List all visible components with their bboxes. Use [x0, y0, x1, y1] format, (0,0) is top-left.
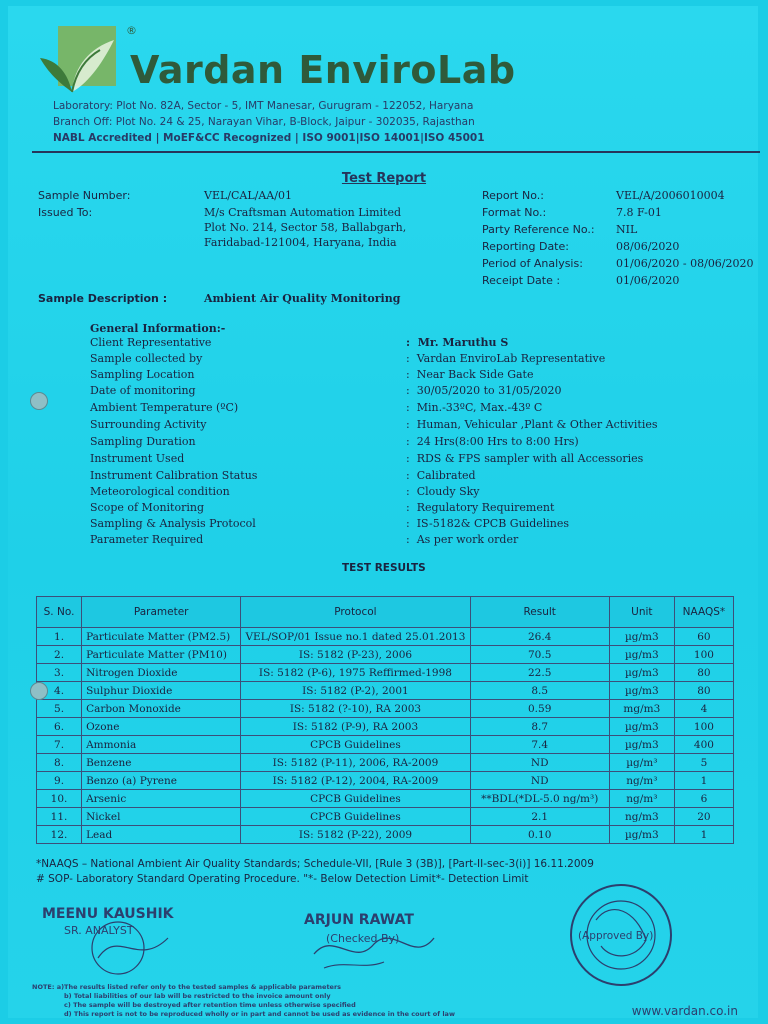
- cell-parameter: Sulphur Dioxide: [82, 682, 241, 700]
- cell-protocol: IS: 5182 (P-6), 1975 Reffirmed-1998: [241, 664, 470, 682]
- brand-name: Vardan EnviroLab: [130, 48, 516, 92]
- cell-result: 0.10: [470, 826, 609, 844]
- checker-signature-icon: [304, 924, 444, 974]
- sop-note: # SOP- Laboratory Standard Operating Procedure. "*- Below Detection Limit*- Detection Limit: [36, 873, 529, 885]
- gi-value: : As per work order: [406, 533, 519, 546]
- cell-parameter: Nitrogen Dioxide: [82, 664, 241, 682]
- table-header-row: [37, 597, 734, 628]
- table-row: [37, 628, 734, 646]
- vardan-logo-icon: [38, 26, 123, 98]
- cell-unit: mg/m3: [609, 700, 674, 718]
- cell-unit: µg/m3: [609, 682, 674, 700]
- cell-naaqs: 100: [674, 646, 733, 664]
- table-row: [37, 808, 734, 826]
- accreditation-line: NABL Accredited | MoEF&CC Recognized | ISO 9001|ISO 14001|ISO 45001: [53, 132, 485, 144]
- gi-value: : 24 Hrs(8:00 Hrs to 8:00 Hrs): [406, 435, 579, 448]
- col-protocol: Protocol: [241, 597, 470, 628]
- cell-naaqs: 4: [674, 700, 733, 718]
- cell-result: 8.5: [470, 682, 609, 700]
- table-row: [37, 664, 734, 682]
- issued-to-line-1: M/s Craftsman Automation Limited: [204, 206, 401, 219]
- cell-result: ND: [470, 754, 609, 772]
- cell-protocol: IS: 5182 (P-9), RA 2003: [241, 718, 470, 736]
- gi-value: : Human, Vehicular ,Plant & Other Activities: [406, 418, 658, 431]
- footer-note: b) Total liabilities of our lab will be restricted to the invoice amount only: [64, 992, 331, 1000]
- col-parameter: Parameter: [82, 597, 241, 628]
- gi-label: Client Representative: [90, 336, 212, 349]
- reporting-date-value: 08/06/2020: [616, 240, 680, 253]
- cell-sno: 8.: [37, 754, 82, 772]
- cell-naaqs: 1: [674, 772, 733, 790]
- cell-parameter: Ozone: [82, 718, 241, 736]
- gi-label: Instrument Calibration Status: [90, 469, 258, 482]
- cell-protocol: CPCB Guidelines: [241, 736, 470, 754]
- punch-hole-icon: [30, 392, 48, 410]
- footer-note: d) This report is not to be reproduced wholly or in part and cannot be used as evidence in the court of law: [64, 1010, 455, 1018]
- header-divider: [32, 151, 760, 153]
- cell-unit: ng/m³: [609, 790, 674, 808]
- issued-to-label: Issued To:: [38, 206, 93, 219]
- cell-parameter: Nickel: [82, 808, 241, 826]
- checker-name: ARJUN RAWAT: [304, 912, 414, 928]
- table-row: [37, 772, 734, 790]
- gi-label: Instrument Used: [90, 452, 185, 465]
- cell-protocol: IS: 5182 (P-22), 2009: [241, 826, 470, 844]
- cell-sno: 4.: [37, 682, 82, 700]
- cell-result: 22.5: [470, 664, 609, 682]
- naaqs-note: *NAAQS – National Ambient Air Quality Standards; Schedule-VII, [Rule 3 (3B)], [Part-II-sec-3(i)] 16.11.2009: [36, 858, 594, 870]
- col-unit: Unit: [609, 597, 674, 628]
- reporting-date-label: Reporting Date:: [482, 240, 569, 253]
- checker-role: (Checked By): [326, 932, 400, 945]
- table-row: [37, 754, 734, 772]
- gi-label: Ambient Temperature (ºC): [90, 401, 239, 414]
- test-results-table: [36, 596, 734, 844]
- cell-result: 26.4: [470, 628, 609, 646]
- website-url: www.vardan.co.in: [631, 1004, 738, 1018]
- cell-unit: µg/m3: [609, 736, 674, 754]
- cell-unit: ng/m³: [609, 772, 674, 790]
- gi-label: Date of monitoring: [90, 384, 196, 397]
- format-no-label: Format No.:: [482, 206, 547, 219]
- col-result: Result: [470, 597, 609, 628]
- gi-label: Sampling Location: [90, 368, 195, 381]
- report-no-label: Report No.:: [482, 189, 544, 202]
- analyst-name: MEENU KAUSHIK: [42, 906, 174, 922]
- gi-value: : Mr. Maruthu S: [406, 336, 509, 349]
- cell-protocol: IS: 5182 (P-12), 2004, RA-2009: [241, 772, 470, 790]
- analyst-signature-icon: [78, 918, 188, 978]
- table-row: [37, 700, 734, 718]
- col-sno: S. No.: [37, 597, 82, 628]
- table-row: [37, 718, 734, 736]
- registered-mark: ®: [126, 24, 137, 37]
- table-row: [37, 790, 734, 808]
- gi-label: Sample collected by: [90, 352, 203, 365]
- cell-unit: µg/m3: [609, 628, 674, 646]
- table-row: [37, 736, 734, 754]
- gi-label: Parameter Required: [90, 533, 204, 546]
- gi-value: : Min.-33ºC, Max.-43º C: [406, 401, 543, 414]
- cell-parameter: Particulate Matter (PM2.5): [82, 628, 241, 646]
- branch-address: Branch Off: Plot No. 24 & 25, Narayan Vihar, B-Block, Jaipur - 302035, Rajasthan: [53, 116, 475, 128]
- cell-unit: µg/m3: [609, 646, 674, 664]
- cell-naaqs: 6: [674, 790, 733, 808]
- cell-result: **BDL(*DL-5.0 ng/m³): [470, 790, 609, 808]
- footer-note: c) The sample will be destroyed after retention time unless otherwise specified: [64, 1001, 356, 1009]
- gi-value: : Calibrated: [406, 469, 476, 482]
- sample-description-value: Ambient Air Quality Monitoring: [204, 292, 401, 305]
- cell-unit: µg/m3: [609, 718, 674, 736]
- test-results-heading: TEST RESULTS: [342, 562, 426, 574]
- party-ref-value: NIL: [616, 223, 638, 236]
- cell-sno: 9.: [37, 772, 82, 790]
- cell-protocol: CPCB Guidelines: [241, 790, 470, 808]
- gi-label: Scope of Monitoring: [90, 501, 204, 514]
- cell-protocol: IS: 5182 (P-23), 2006: [241, 646, 470, 664]
- cell-protocol: CPCB Guidelines: [241, 808, 470, 826]
- cell-protocol: IS: 5182 (?-10), RA 2003: [241, 700, 470, 718]
- col-naaqs: NAAQS*: [674, 597, 733, 628]
- cell-result: ND: [470, 772, 609, 790]
- cell-unit: µg/m3: [609, 826, 674, 844]
- cell-result: 2.1: [470, 808, 609, 826]
- cell-parameter: Carbon Monoxide: [82, 700, 241, 718]
- cell-naaqs: 60: [674, 628, 733, 646]
- issued-to-line-2: Plot No. 214, Sector 58, Ballabgarh,: [204, 221, 407, 234]
- cell-unit: ng/m3: [609, 808, 674, 826]
- format-no-value: 7.8 F-01: [616, 206, 662, 219]
- cell-protocol: IS: 5182 (P-11), 2006, RA-2009: [241, 754, 470, 772]
- cell-result: 0.59: [470, 700, 609, 718]
- cell-naaqs: 20: [674, 808, 733, 826]
- gi-value: : Vardan EnviroLab Representative: [406, 352, 606, 365]
- issued-to-line-3: Faridabad-121004, Haryana, India: [204, 236, 397, 249]
- gi-value: : Near Back Side Gate: [406, 368, 534, 381]
- gi-value: : IS-5182& CPCB Guidelines: [406, 517, 570, 530]
- gi-value: : 30/05/2020 to 31/05/2020: [406, 384, 562, 397]
- cell-protocol: VEL/SOP/01 Issue no.1 dated 25.01.2013: [241, 628, 470, 646]
- laboratory-address: Laboratory: Plot No. 82A, Sector - 5, IMT Manesar, Gurugram - 122052, Haryana: [53, 100, 474, 112]
- cell-sno: 12.: [37, 826, 82, 844]
- gi-value: : Cloudy Sky: [406, 485, 480, 498]
- punch-hole-icon: [30, 682, 48, 700]
- cell-result: 8.7: [470, 718, 609, 736]
- gi-label: Sampling Duration: [90, 435, 196, 448]
- cell-parameter: Benzene: [82, 754, 241, 772]
- cell-naaqs: 80: [674, 682, 733, 700]
- test-report-page: [8, 6, 758, 1018]
- cell-naaqs: 80: [674, 664, 733, 682]
- cell-sno: 2.: [37, 646, 82, 664]
- cell-sno: 1.: [37, 628, 82, 646]
- receipt-date-label: Receipt Date :: [482, 274, 561, 287]
- cell-sno: 3.: [37, 664, 82, 682]
- gi-label: Meteorological condition: [90, 485, 230, 498]
- cell-sno: 11.: [37, 808, 82, 826]
- table-row: [37, 826, 734, 844]
- report-title: Test Report: [341, 171, 427, 186]
- sample-number-value: VEL/CAL/AA/01: [204, 189, 292, 202]
- cell-naaqs: 100: [674, 718, 733, 736]
- cell-protocol: IS: 5182 (P-2), 2001: [241, 682, 470, 700]
- cell-sno: 5.: [37, 700, 82, 718]
- general-info-heading: General Information:-: [90, 322, 226, 335]
- analyst-role: SR. ANALYST: [64, 924, 134, 937]
- cell-parameter: Benzo (a) Pyrene: [82, 772, 241, 790]
- cell-naaqs: 400: [674, 736, 733, 754]
- sample-number-label: Sample Number:: [38, 189, 131, 202]
- period-value: 01/06/2020 - 08/06/2020: [616, 257, 754, 270]
- report-no-value: VEL/A/2006010004: [616, 189, 725, 202]
- cell-naaqs: 1: [674, 826, 733, 844]
- cell-sno: 10.: [37, 790, 82, 808]
- gi-label: Sampling & Analysis Protocol: [90, 517, 256, 530]
- cell-unit: µg/m3: [609, 664, 674, 682]
- cell-parameter: Lead: [82, 826, 241, 844]
- cell-parameter: Particulate Matter (PM10): [82, 646, 241, 664]
- table-row: [37, 646, 734, 664]
- sample-description-label: Sample Description :: [38, 292, 168, 305]
- cell-naaqs: 5: [674, 754, 733, 772]
- cell-sno: 6.: [37, 718, 82, 736]
- receipt-date-value: 01/06/2020: [616, 274, 680, 287]
- gi-value: : RDS & FPS sampler with all Accessories: [406, 452, 644, 465]
- approver-role: (Approved By): [578, 930, 654, 942]
- footer-note: NOTE: a)The results listed refer only to the tested samples & applicable parameters: [32, 983, 342, 991]
- cell-unit: µg/m³: [609, 754, 674, 772]
- cell-sno: 7.: [37, 736, 82, 754]
- party-ref-label: Party Reference No.:: [482, 223, 595, 236]
- gi-label: Surrounding Activity: [90, 418, 207, 431]
- cell-parameter: Ammonia: [82, 736, 241, 754]
- gi-value: : Regulatory Requirement: [406, 501, 555, 514]
- cell-parameter: Arsenic: [82, 790, 241, 808]
- table-row: [37, 682, 734, 700]
- cell-result: 70.5: [470, 646, 609, 664]
- cell-result: 7.4: [470, 736, 609, 754]
- period-label: Period of Analysis:: [482, 257, 583, 270]
